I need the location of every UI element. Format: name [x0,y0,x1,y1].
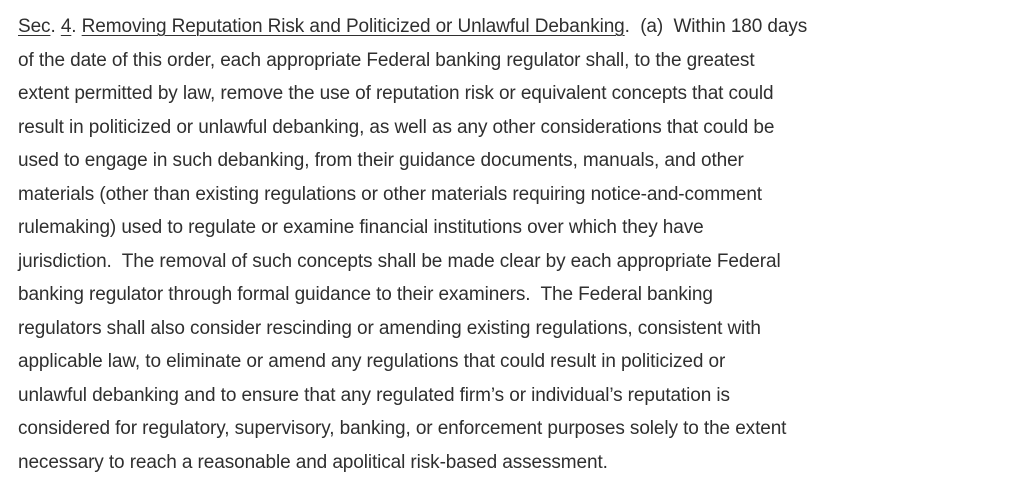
paragraph-line-9: banking regulator through formal guidance to their examiners. The Federal banking [18,284,713,305]
paragraph-line-4: result in politicized or unlawful debanking, as well as any other considerations that could be [18,116,775,138]
section-label: Sec [18,16,51,37]
section-label-dot: . [50,16,56,37]
paragraph-line-12: unlawful debanking and to ensure that any regulated firm’s or individual’s reputation is [18,384,730,406]
paragraph-line-11: applicable law, to eliminate or amend any regulations that could result in politicized or [18,351,726,372]
paragraph-line-5: used to engage in such debanking, from their guidance documents, manuals, and other [18,150,744,171]
section-4-paragraph [18,10,1000,479]
paragraph-line-8: jurisdiction. The removal of such concepts shall be made clear by each appropriate Federal [18,250,781,272]
paragraph-line-10: regulators shall also consider rescinding or amending existing regulations, consistent with [18,317,761,339]
section-number-dot: . [71,16,77,37]
section-number: 4 [60,16,72,37]
paragraph-line-13: considered for regulatory, supervisory, banking, or enforcement purposes solely to the extent [18,418,787,439]
paragraph-line-2: of the date of this order, each appropriate Federal banking regulator shall, to the greatest [18,49,755,71]
paragraph-line-7: rulemaking) used to regulate or examine financial institutions over which they have [18,217,704,238]
paragraph-line-3: extent permitted by law, remove the use of reputation risk or equivalent concepts that could [18,83,774,104]
paragraph-line-6: materials (other than existing regulations or other materials requiring notice-and-comment [18,183,762,205]
paragraph-line-14: necessary to reach a reasonable and apolitical risk-based assessment. [18,451,608,473]
paragraph-line-1 [18,10,1000,44]
section-heading-continuation: . (a) Within 180 days [624,16,808,37]
section-heading: Removing Reputation Risk and Politicized or Unlawful Debanking [81,16,625,37]
